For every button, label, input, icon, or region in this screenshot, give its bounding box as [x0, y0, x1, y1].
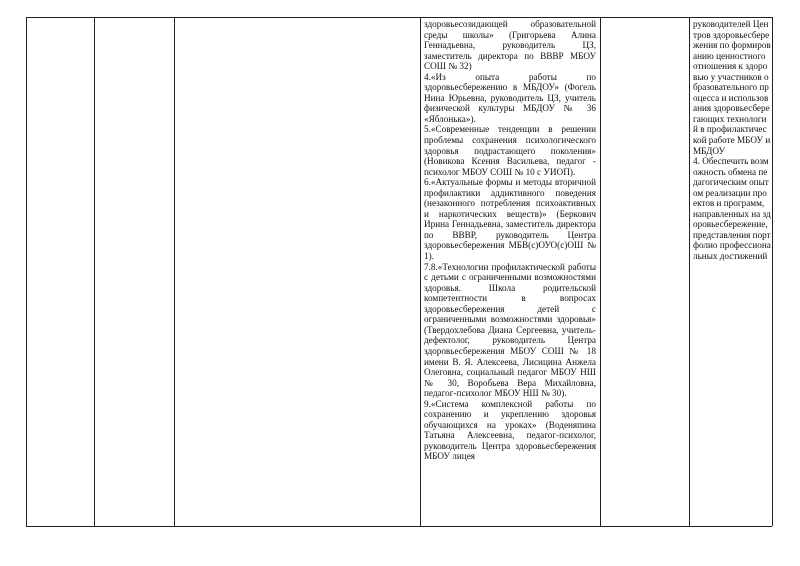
column-divider-4 — [600, 17, 601, 526]
column-divider-2 — [174, 17, 175, 526]
event-item: 7.8.«Технологии профилактической работы с детьми с ограниченными возможностями здоровья. Школа родительской компетентности в вопросах здоровьесбережения детей с ограниченными возможностями здоровья» (Твердохлебова Диана Сергеевна, учитель-дефектолог, руководитель Центра здоровьесбережения МБОУ СОШ № 18 имени В. Я. Алексеева, Лисицина Анжела Олеговна, социальный педагог МБОУ НШ № 30, Воробьева Вера Михайловна, педагог-психолог МБОУ НШ № 30). — [424, 261, 596, 399]
result-item: 4. Обеспечить возможность обмена педагогическим опытом реализации проектов и программ, направленных на здоровьесбережение, представления портфолио профессиональных достижений — [693, 156, 771, 262]
event-item: 4.«Из опыта работы по здоровьесбережению в МБДОУ» (Фогель Нина Юрьевна, руководитель ЦЗ, учитель физической культуры МБДОУ № 36 «Яблонька»). — [424, 71, 596, 124]
table-top-border — [26, 17, 772, 18]
event-item: 5.«Современные тенденции в решении проблемы сохранения психологического здоровья подрастающего поколения» (Новикова Ксения Васильева, педагог - психолог МБОУ СОШ № 10 с УИОП). — [424, 124, 596, 177]
event-item: 9.«Система комплексной работы по сохранению и укреплению здоровья обучающихся на уроках» (Воденяпина Татьяна Алексеевна, педагог-психолог, руководитель Центра здоровьесбережения МБОУ лицея — [424, 398, 596, 462]
table-cell-events — [424, 19, 596, 525]
event-item: здоровьесозидающей образовательной среды школы» (Григорьева Алина Геннадьевна, руководитель ЦЗ, заместитель директора по ВВВР МБОУ СОШ № 32) — [424, 19, 596, 72]
table-cell-col5 — [602, 19, 687, 525]
table-bottom-border — [26, 526, 772, 527]
table-cell-col1 — [28, 19, 92, 525]
column-divider-5 — [689, 17, 690, 526]
event-item: 6.«Актуальные формы и методы вторичной профилактики аддиктивного поведения (незаконного потребления психоактивных и наркотических веществ)» (Беркович Ирина Геннадьевна, заместитель директора по ВВВР, руководитель Центра здоровьесбережения МБВ(с)ОУО(с)ОШ № 1). — [424, 177, 596, 262]
column-divider-3 — [420, 17, 421, 526]
table-cell-results — [693, 19, 771, 399]
table-cell-col2 — [96, 19, 172, 525]
table-border-right — [772, 17, 773, 526]
column-divider-1 — [94, 17, 95, 526]
table-border-left — [26, 17, 27, 526]
result-item: руководителей Центров здоровьесбережения по формированию ценностного отношения к здоровью у участников образовательного процесса и использования здоровьесберегающих технологий в профилактической работе МБОУ и МБДОУ — [693, 19, 771, 156]
table-cell-col3 — [176, 19, 418, 525]
